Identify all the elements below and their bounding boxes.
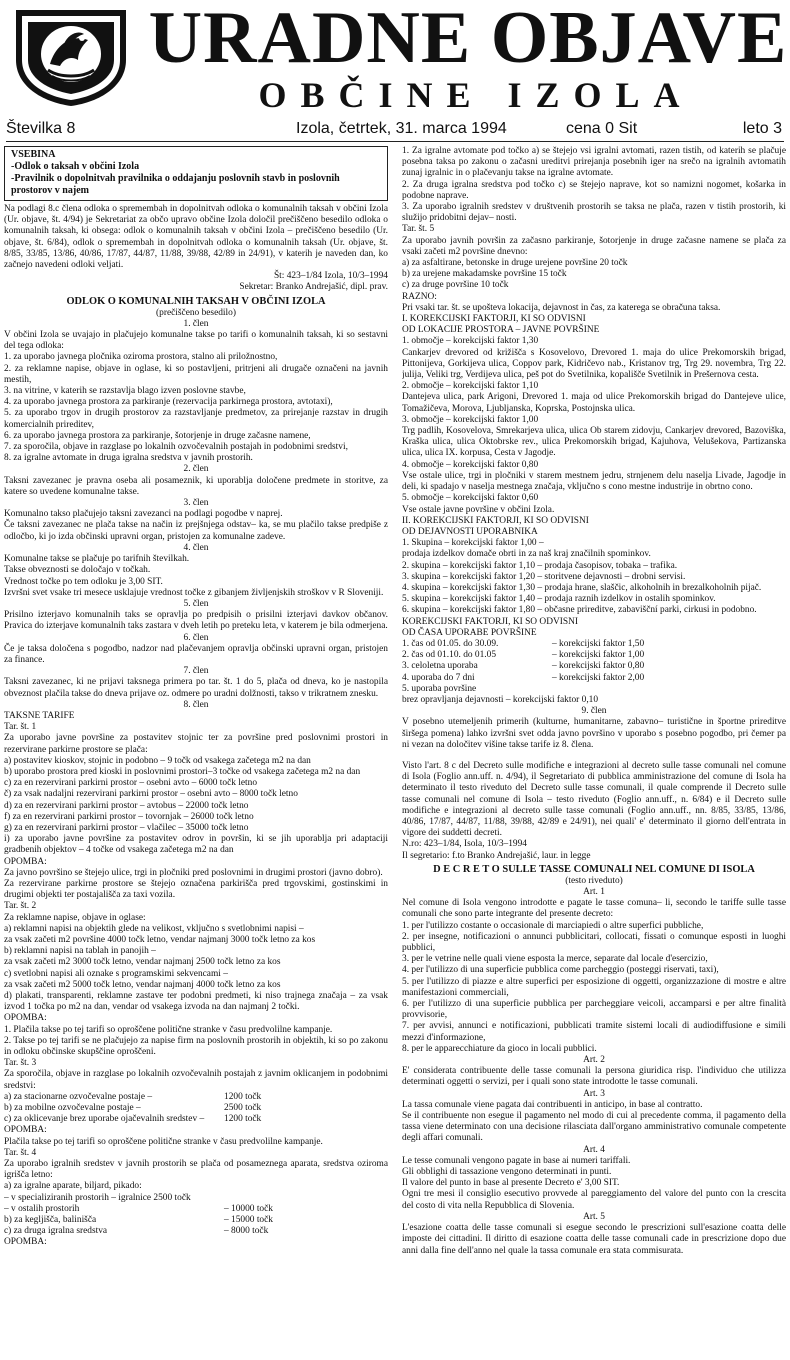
left-column-body bbox=[4, 204, 388, 1249]
paragraph: brez opravljanja dejavnosti – korekcijski faktor 0,10 bbox=[402, 694, 599, 705]
paragraph: č) za vsak nadaljni rezervirani parkirni prostor – osebni avto – 8000 točk letno bbox=[4, 789, 298, 800]
paragraph: 4. skupina – korekcijski faktor 1,30 – prodaja hrane, slaščic, alkoholnih in brezalkoholnih pijač. bbox=[402, 582, 762, 593]
paragraph: KOREKCIJSKI FAKTORJI, KI SO ODVISNI bbox=[402, 616, 578, 627]
paragraph: Nel comune di Isola vengono introdotte e pagate le tasse comuna– li, secondo le tariffe sulle tasse comunali che sono parte integrante del presente decreto: bbox=[402, 898, 786, 920]
paragraph: f) za en rezervirani parkirni prostor – tovornjak – 26000 točk letno bbox=[4, 811, 254, 822]
paragraph: 2. območje – korekcijski faktor 1,10 bbox=[402, 381, 539, 392]
paragraph: Gli obblighi di tassazione vengono determinati in punti. bbox=[402, 1167, 612, 1178]
article-number: Art. 1 bbox=[583, 887, 605, 897]
paragraph: Komunalne takse se plačuje po tarifnih številkah. bbox=[4, 554, 190, 565]
article-number: Art. 3 bbox=[583, 1088, 605, 1099]
article-number: 8. člen bbox=[183, 699, 209, 710]
paragraph: 3. per le vetrine nelle quali viene esposta la merce, separate dal locale d'esercizio, bbox=[402, 954, 708, 965]
paragraph: OPOMBA: bbox=[4, 856, 47, 867]
tariff-value: 1200 točk bbox=[224, 1091, 262, 1102]
article-number: 5. člen bbox=[183, 598, 209, 609]
paragraph: Za uporabo igralnih sredstev v javnih prostorih se plača od posameznega aparata, sredstva oziroma igrišča letno: bbox=[4, 1159, 388, 1181]
paragraph: za vsak začeti m2 3000 točk letno, vendar najmanj 2500 točk letno za kos bbox=[4, 957, 281, 968]
paragraph: Se il contribuente non esegue il pagamento nel modo di cui al precedente comma, il pagamento della tassa viene determinato con una decisione rilasciata dall'organo amministrativo comunale competente degli affari comunali. bbox=[402, 1111, 786, 1144]
paragraph: 5. skupina – korekcijski faktor 1,40 – prodaja raznih izdelkov in ostalih spominkov. bbox=[402, 594, 716, 605]
paragraph: Il valore del punto in base al presente Decreto e' 3,00 SIT. bbox=[402, 1178, 620, 1189]
paragraph: 4. per l'utilizzo di una superficie pubblica come parcheggio (posteggi riservati, taxi), bbox=[402, 965, 719, 976]
paragraph: za vsak začeti m2 površine 4000 točk letno, vendar najmanj 3000 točk letno za kos bbox=[4, 935, 316, 945]
paragraph: Za sporočila, objave in razglase po lokalnih ozvočevalnih postajah z javnim oklicanjem in podobnimi sredstvi: bbox=[4, 1069, 388, 1091]
tariff-row bbox=[4, 1193, 388, 1204]
paragraph: Na podlagi 8.c člena odloka o spremembah in dopolnitvah odloka o komunalnih taksah v občini Izola (Ur. objave, št. 4/94) je Sekretariat za občo upravo občine Izola določil prečiščeno besedilo odloka o komunalnih taksah, ki obsega: odlok o komunalnih taksah v občini Izola – prečiščeno besedilo (Ur. objave, št. 6/84), odlok o spremembah in dopolnitvah odloka o komunalnih taksah (Ur. objave, št. 8/85, 33/85, 13/86, 40/86, 17/87, 44/87, 11/88, 39/88, 42/89 in 24/91), v katerih je naveden dan, ko začnejo navedeni odloki veljati. bbox=[4, 204, 388, 271]
paragraph: 2. per insegne, notificazioni o annunci pubblicitari, collocati, fissati o comunque esposti in luoghi pubblici, bbox=[402, 931, 786, 954]
tariff-value: – 15000 točk bbox=[224, 1215, 273, 1226]
paragraph: OD DEJAVNOSTI UPORABNIKA bbox=[402, 526, 538, 537]
issue-number: Številka 8 bbox=[6, 120, 76, 137]
paragraph: OD ČASA UPORABE POVRŠINE bbox=[402, 627, 537, 638]
paragraph: Vse ostale ulice, trgi in pločniki v starem mestnem jedru, strnjenem delu naselja Livade, Jagodje in deli, ki spadajo v naselja mestnega značaja, vključno s cono mestne industrije in obrtno cono. bbox=[402, 470, 786, 493]
masthead bbox=[8, 0, 788, 115]
article-number: (prečiščeno besedilo) bbox=[156, 307, 236, 318]
paragraph: Za uporabo javnih površin za začasno parkiranje, šotorjenje in druge začasne namene se plača za vsaki začeti m2 površine dnevno: bbox=[402, 235, 786, 257]
tariff-label: c) za oklicevanje brez uporabe ojačevalnih sredstev – bbox=[4, 1114, 205, 1125]
paragraph: c) za druge površine 10 točk bbox=[402, 280, 509, 291]
tariff-value: – korekcijski faktor 1,50 bbox=[552, 638, 645, 649]
paragraph: Takse obveznosti se določajo v točkah. bbox=[4, 565, 151, 576]
paragraph: b) za urejene makadamske površine 15 točk bbox=[402, 269, 567, 280]
izola-coat-of-arms-icon bbox=[12, 4, 130, 108]
paragraph: 3. skupina – korekcijski faktor 1,20 – storitvene dejavnosti – drobni servisi. bbox=[402, 571, 686, 582]
paragraph: Za javno površino se štejejo ulice, trgi in pločniki pred poslovnimi in drugimi prostori (javno dobro). bbox=[4, 867, 383, 878]
tariff-row bbox=[4, 1215, 388, 1226]
tariff-label: b) za kegljišča, balinišča bbox=[4, 1215, 97, 1226]
paragraph: Tar. št. 1 bbox=[4, 722, 37, 733]
paragraph: II. KOREKCIJSKI FAKTORJI, KI SO ODVISNI bbox=[402, 515, 589, 526]
paragraph: Tar. št. 5 bbox=[402, 224, 435, 235]
paragraph: V posebno utemeljenih primerih (kulturne, humanitarne, zabavno– turistične in športne prireditve širšega pomena) lahko izvršni svet odda javno površino v uporabo s posebno pogodbo, pri čemer pa ni vezan na določitev višine takse tarife iz 8. člena. bbox=[402, 717, 786, 750]
paragraph: i) za uporabo javne površine za postavitev odrov in površin, ki se jih uporablja pri adaptaciji gradbenih objektov – 4 točke od vsakega začetega m2 na dan bbox=[4, 834, 388, 856]
paragraph: La tassa comunale viene pagata dai contribuenti in anticipo, in base al contratto. bbox=[402, 1099, 703, 1110]
left-column bbox=[4, 146, 388, 1356]
tariff-value: – korekcijski faktor 1,00 bbox=[552, 650, 645, 661]
paragraph: 5. za uporabo trgov in drugih prostorov za razstavljanje predmetov, za prirejanje razstav in drugih komercialnih prireditev, bbox=[4, 408, 388, 430]
tariff-label: – v specializiranih prostorih – igralnice 2500 točk bbox=[4, 1192, 191, 1203]
article-number: 1. člen bbox=[183, 318, 209, 329]
section-heading: ODLOK O KOMUNALNIH TAKSAH V OBČINI IZOLA bbox=[66, 295, 326, 307]
paragraph: 8. za igralne avtomate in druga igralna sredstva v javnih prostorih. bbox=[4, 453, 253, 464]
paragraph: 1. Skupina – korekcijski faktor 1,00 – bbox=[402, 538, 544, 549]
paragraph: 4. za uporabo javnega prostora za parkiranje (rezervacija parkirnega prostora, avtotaxi), bbox=[4, 397, 333, 408]
article-number: 9. člen bbox=[581, 706, 607, 717]
paragraph: OPOMBA: bbox=[4, 1013, 47, 1024]
tariff-value: – korekcijski faktor 0,80 bbox=[552, 661, 645, 672]
paragraph: I. KOREKCIJSKI FAKTORJI, KI SO ODVISNI bbox=[402, 314, 586, 325]
paragraph: d) plakati, transparenti, reklamne zastave ter podobni predmeti, ki niso trajnega značaja – za vsak izvod 1 točka po m2 na dan, vendar od vsakega izvoda na dan najmanj 2 točki. bbox=[4, 991, 388, 1013]
article-number: 6. člen bbox=[183, 632, 209, 643]
paragraph: 1. za uporabo javnega pločnika oziroma prostora, stalno ali priložnostno, bbox=[4, 352, 278, 363]
paragraph: 1. per l'utilizzo costante o occasionale di marciapiedi o altre superfici pubbliche, bbox=[402, 920, 704, 931]
paragraph: c) za en rezervirani parkirni prostor – osebni avto – 6000 točk letno bbox=[4, 778, 258, 789]
contents-box bbox=[4, 146, 388, 201]
tariff-value bbox=[224, 1193, 388, 1204]
tariff-row bbox=[4, 1114, 388, 1125]
article-number: Art. 5 bbox=[583, 1211, 605, 1222]
paragraph: TAKSNE TARIFE bbox=[4, 710, 75, 721]
article-number: 4. člen bbox=[183, 542, 209, 553]
tariff-value: – 8000 točk bbox=[224, 1226, 269, 1237]
paragraph: Taksni zavezanec je pravna oseba ali posameznik, ki uporablja določene predmete in storitve, za katere so uvedene komunalne takse. bbox=[4, 475, 388, 497]
paragraph: Pri vsaki tar. št. se upošteva lokacija, dejavnost in čas, za katerega se obračuna taksa. bbox=[402, 302, 721, 313]
paragraph: 1. območje – korekcijski faktor 1,30 bbox=[402, 336, 539, 347]
paragraph: d) za en rezervirani parkirni prostor – avtobus – 22000 točk letno bbox=[4, 800, 249, 811]
paragraph: 3. na vitrine, v katerih se razstavlja blago izven poslovne stavbe, bbox=[4, 386, 246, 397]
paragraph: Visto l'art. 8 c del Decreto sulle modifiche e integrazioni al decreto sulle tasse comunali nel comune di Isola (Foglio ann.uff. n. 4/94), il Segretariato di pubblica amministrazione del comune di Isola ha determinato il testo riveduto del Decreto sulle tasse comunali, il quale comprende il Decreto sulle tasse comunali nel comune di Isola – testo riveduto (Foglio ann.uff., n. 6/84) e il Decreto sulle modifiche e integrazioni al decreto sulle tasse comunali (Foglio ann.uff., nn. 8/85, 33/85, 13/86, 40/86, 17/87, 44/87, 11/88, 39/88, 42/89 e 24/91), nei quali' e' determinato il giorno dell'entrata in vigore dei suddetti decreti. bbox=[402, 760, 786, 839]
paragraph: 6. skupina – korekcijski faktor 1,80 – občasne prireditve, zabavišční parki, cirkusi in podobno. bbox=[402, 605, 757, 616]
paragraph: Plačila takse po tej tarifi so oproščene politične stranke v času predvolilne kampanje. bbox=[4, 1136, 323, 1147]
paragraph: Tar. št. 4 bbox=[4, 1147, 37, 1158]
tariff-label: a) za stacionarne ozvočevalne postaje – bbox=[4, 1091, 153, 1102]
paragraph: 4. območje – korekcijski faktor 0,80 bbox=[402, 459, 539, 470]
paragraph: a) postavitev kioskov, stojnic in podobno – 9 točk od vsakega začetega m2 na dan bbox=[4, 755, 311, 766]
contents-item: -Pravilnik o dopolnitvah pravilnika o oddajanju poslovnih stavb in poslovnih prostorov v najem bbox=[11, 173, 340, 196]
paragraph: 1. Za igralne avtomate pod točko a) se štejejo vsi igralni avtomati, razen tistih, od katerih se plačuje posebna taksa po zakonu o začasni ureditvi prirejanja posebnih iger na srečo na igralnih avtomatih zunaj igralnic in o plačevanju takse na igralne avtomate. bbox=[402, 146, 786, 179]
article-number: 2. člen bbox=[183, 464, 209, 475]
tariff-row bbox=[402, 673, 786, 684]
tariff-row bbox=[402, 650, 786, 661]
tariff-value: 1200 točk bbox=[224, 1114, 262, 1125]
paragraph: OPOMBA: bbox=[4, 1237, 47, 1248]
paragraph: OPOMBA: bbox=[4, 1125, 47, 1136]
paragraph: Če je taksa določena s pogodbo, nadzor nad plačevanjem opravlja občinski upravni organ, pristojen za finance. bbox=[4, 643, 388, 665]
paragraph: RAZNO: bbox=[402, 291, 437, 302]
right-column-body bbox=[402, 146, 786, 1257]
paragraph: a) za igralne aparate, biljard, pikado: bbox=[4, 1181, 142, 1192]
tariff-label: 4. uporaba do 7 dni bbox=[402, 672, 475, 683]
tariff-row bbox=[4, 1103, 388, 1114]
signature-line: Sekretar: Branko Andrejašić, dipl. prav. bbox=[239, 282, 388, 293]
right-column bbox=[402, 146, 786, 1356]
paragraph: V občini Izola se uvajajo in plačujejo komunalne takse po tarifi o komunalnih taksah, ki so sestavni del tega odloka: bbox=[4, 330, 388, 352]
paragraph: 5. uporaba površine bbox=[402, 683, 477, 694]
tariff-label: c) za druga igralna sredstva bbox=[4, 1226, 108, 1237]
paragraph: E' considerata contribuente delle tasse comunali la persona giuridica risp. l'individuo che utilizza determinati oggetti o servizi, per i quali sono state introdotte le tasse comunali. bbox=[402, 1066, 786, 1088]
paragraph: a) reklamni napisi na objektih glede na velikost, vključno s svetlobnimi napisi – bbox=[4, 923, 304, 934]
article-number: Art. 4 bbox=[583, 1144, 605, 1155]
tariff-row bbox=[402, 661, 786, 672]
paragraph: 6. za uporabo javnega prostora za parkiranje, šotorjenje in druge začasne namene, bbox=[4, 430, 311, 441]
issue-bar bbox=[6, 118, 784, 142]
paragraph: prodaja izdelkov domače obrti in za naš kraj značilnih spominkov. bbox=[402, 549, 651, 560]
paragraph: b) reklamni napisi na tablah in panojih – bbox=[4, 946, 156, 957]
paragraph: OD LOKACIJE PROSTORA – JAVNE POVRŠINE bbox=[402, 325, 600, 336]
paragraph: za vsak začeti m2 5000 točk letno, vendar najmanj 4000 točk letno za kos bbox=[4, 979, 281, 990]
paragraph: 3. območje – korekcijski faktor 1,00 bbox=[402, 414, 539, 425]
paragraph: a) za asfaltirane, betonske in druge urejene površine 20 točk bbox=[402, 258, 628, 269]
article-number: (testo riveduto) bbox=[565, 875, 623, 886]
paragraph: Za rezervirane parkirne prostore se štejejo označena parkirišča pred trgovskimi, gostinskimi in drugimi objekti ter postajališča za taxi vozila. bbox=[4, 878, 388, 901]
issue-year: leto 3 bbox=[742, 120, 782, 137]
article-number: 3. člen bbox=[183, 498, 209, 509]
paragraph: Dantejeva ulica, park Arigoni, Drevored 1. maja od ulice Prekomorskih brigad do Dantejeve ulice, Tomažičeva, Morova, Ljubljanska, Koprska, Postojnska ulica. bbox=[402, 392, 786, 414]
tariff-value: – korekcijski faktor 2,00 bbox=[552, 672, 645, 683]
section-heading: D E C R E T O SULLE TASSE COMUNALI NEL COMUNE DI ISOLA bbox=[433, 863, 755, 875]
paragraph: 2. za reklamne napise, objave in oglase, ki so postavljeni, pritrjeni ali drugače označeni na javnih mestih, bbox=[4, 363, 388, 385]
paragraph: Cankarjev drevored od križišča s Kosovelovo, Drevored 1. maja do ulice Prekomorskih brigad, Pittonijeva, Gorkijeva ulica, Coppov park, Kidričevo nab., Kristanov trg, Trg 29. novembra, Trg 22. julija, Veliki trg, Verdijeva ulica, peš pot do Svetilnika, kopališče Svetilnik in Prešernova cesta. bbox=[402, 347, 786, 381]
paragraph: c) svetlobni napisi ali oznake s programskimi sekvencami – bbox=[4, 968, 228, 979]
paragraph: 3. Za uporabo igralnih sredstev v društvenih prostorih se taksa ne plača, razen v tistih prostorih, ki služijo pridobitni dejav– nosti. bbox=[402, 202, 786, 224]
contents-item: -Odlok o taksah v občini Izola bbox=[11, 161, 140, 172]
newspaper-subtitle: OBČINE IZOLA bbox=[258, 75, 694, 115]
paragraph: Vrednost točke po tem odloku je 3,00 SIT. bbox=[4, 576, 163, 587]
tariff-label: 3. celoletna uporaba bbox=[402, 661, 478, 672]
paragraph: Trg padlih, Kosovelova, Smrekarjeva ulica, ulica Ob starem zidovju, Cankarjev drevored, Bazoviška, Kraška ulica, ulica Oktobrske rev., ulica Prekomorskih brigad, Kajuhova, Velušekova, Partizanska ulica, ulica IX. korpusa, Cesta v Jagodje. bbox=[402, 426, 786, 459]
paragraph: b) uporabo prostora pred kioski in poslovnimi prostori–3 točke od vsakega začetega m2 na dan bbox=[4, 766, 361, 777]
contents-title: VSEBINA bbox=[11, 149, 56, 160]
paragraph-spacer bbox=[402, 751, 786, 761]
paragraph: Ogni tre mesi il consiglio esecutivo provvede al pareggiamento del valore del punto con la crescita del costo di vita nella Repubblica di Slovenia. bbox=[402, 1189, 786, 1211]
tariff-row bbox=[4, 1092, 388, 1103]
signature-line: Št: 423–1/84 Izola, 10/3–1994 bbox=[273, 271, 388, 282]
paragraph: Il segretario: f.to Branko Andrejašić, laur. in legge bbox=[402, 850, 591, 861]
issue-place-date: Izola, četrtek, 31. marca 1994 bbox=[296, 120, 507, 137]
paragraph: Za uporabo javne površine za postavitev stojnic ter za površine pred poslovnimi prostori in rezervirane parkirne prostore se plača: bbox=[4, 733, 388, 755]
tariff-row bbox=[4, 1204, 388, 1215]
paragraph: Tar. št. 3 bbox=[4, 1058, 37, 1069]
article-number: Art. 2 bbox=[583, 1055, 605, 1066]
paragraph: Prisilno izterjavo komunalnih taks se opravlja po predpisih o prisilni izterjavi davkov občanov. Pravica do izterjave komunalnih taks zastara v dveh letih po preteku leta, v katerem je bila odmerjena. bbox=[4, 610, 388, 632]
paragraph: 5. per l'utilizzo di piazze e altre superfici per esposizione di oggetti, organizzazione di mostre e altre manifestazioni commerciali, bbox=[402, 976, 786, 998]
tariff-label: b) za mobilne ozvočevalne postaje – bbox=[4, 1103, 141, 1114]
tariff-value: – 10000 točk bbox=[224, 1203, 273, 1214]
paragraph: 7. za sporočila, objave in razglase po lokalnih ozvočevalnih postajah in podobnimi sredstvi, bbox=[4, 442, 348, 453]
paragraph: Za reklamne napise, objave in oglase: bbox=[4, 912, 146, 923]
paragraph: 1. Plačila takse po tej tarifi so oproščene politične stranke v času predvolilne kampanje. bbox=[4, 1024, 333, 1035]
paragraph: 5. območje – korekcijski faktor 0,60 bbox=[402, 493, 539, 504]
tariff-label: 2. čas od 01.10. do 01.05 bbox=[402, 650, 497, 661]
paragraph: Komunalno takso plačujejo taksni zavezanci na podlagi pogodbe v naprej. bbox=[4, 509, 283, 520]
tariff-label: 1. čas od 01.05. do 30.09. bbox=[402, 638, 499, 649]
paragraph: N.ro: 423–1/84, Isola, 10/3–1994 bbox=[402, 839, 527, 850]
paragraph: 8. per le apparecchiature da gioco in locali pubblici. bbox=[402, 1043, 597, 1054]
newspaper-title: URADNE OBJAVE bbox=[148, 0, 788, 79]
paragraph: 2. Za druga igralna sredstva pod točko c) se štejejo naprave, kot so namizni nogomet, košarka in podobne naprave. bbox=[402, 179, 786, 201]
tariff-value: 2500 točk bbox=[224, 1103, 262, 1114]
paragraph: Če taksni zavezanec ne plača takse na način iz prejšnjega odstav– ka, se mu plačilo takse predpiše z odločbo, ki jo izda občinski upravni organ, pristojen za komunalne zadeve. bbox=[4, 520, 388, 542]
paragraph: Izvršni svet vsake tri mesece usklajuje vrednost točke z gibanjem življenjskih stroškov v R Sloveniji. bbox=[4, 587, 384, 598]
tariff-row bbox=[402, 639, 786, 650]
paragraph: Le tesse comunali vengono pagate in base ai numeri tariffali. bbox=[402, 1155, 631, 1166]
tariff-label: – v ostalih prostorih bbox=[4, 1203, 80, 1214]
paragraph: Tar. št. 2 bbox=[4, 901, 37, 912]
article-number: 7. člen bbox=[183, 666, 209, 677]
paragraph: 2. Takse po tej tarifi se ne plačujejo za napise firm na poslovnih prostorih in objektih, ki so po zakonu in odloku občinske skupščine oproščeni. bbox=[4, 1035, 388, 1058]
paragraph: g) za en rezervirani parkirni prostor – vlačilec – 35000 točk letno bbox=[4, 822, 249, 833]
paragraph: 7. per avvisi, annunci e notificazioni, pubblicati tramite sistemi locali di audiodiffusione e simili mezzi d'informazione, bbox=[402, 1021, 786, 1043]
issue-price: cena 0 Sit bbox=[566, 120, 638, 137]
paragraph: 6. per l'utilizzo di una superficie pubblica per parcheggiare veicoli, accamparsi e per altre finalità provvisorie, bbox=[402, 999, 786, 1021]
paragraph: L'esazione coatta delle tasse comunali si esegue secondo le prescrizioni sull'esazione coatta delle imposte dei cittadini. Il diritto di esazione coatta delle tasse comunali cade in prescrizione dopo due anni dalla fine dell'anno nel quale la tassa comunale era stata commisurata. bbox=[402, 1223, 786, 1256]
paragraph: Taksni zavezanec, ki ne prijavi taksnega primera po tar. št. 1 do 5, plača od dneva, ko je nastopila obveznost plačila takse do dneva prijave oz. odmere po uradni dolžnosti, takso v trikratnem znesku. bbox=[4, 677, 388, 699]
paragraph: 2. skupina – korekcijski faktor 1,10 – prodaja časopisov, tobaka – trafika. bbox=[402, 560, 678, 571]
paragraph: Vse ostale javne površine v občini Izola. bbox=[402, 504, 555, 515]
tariff-row bbox=[4, 1226, 388, 1237]
